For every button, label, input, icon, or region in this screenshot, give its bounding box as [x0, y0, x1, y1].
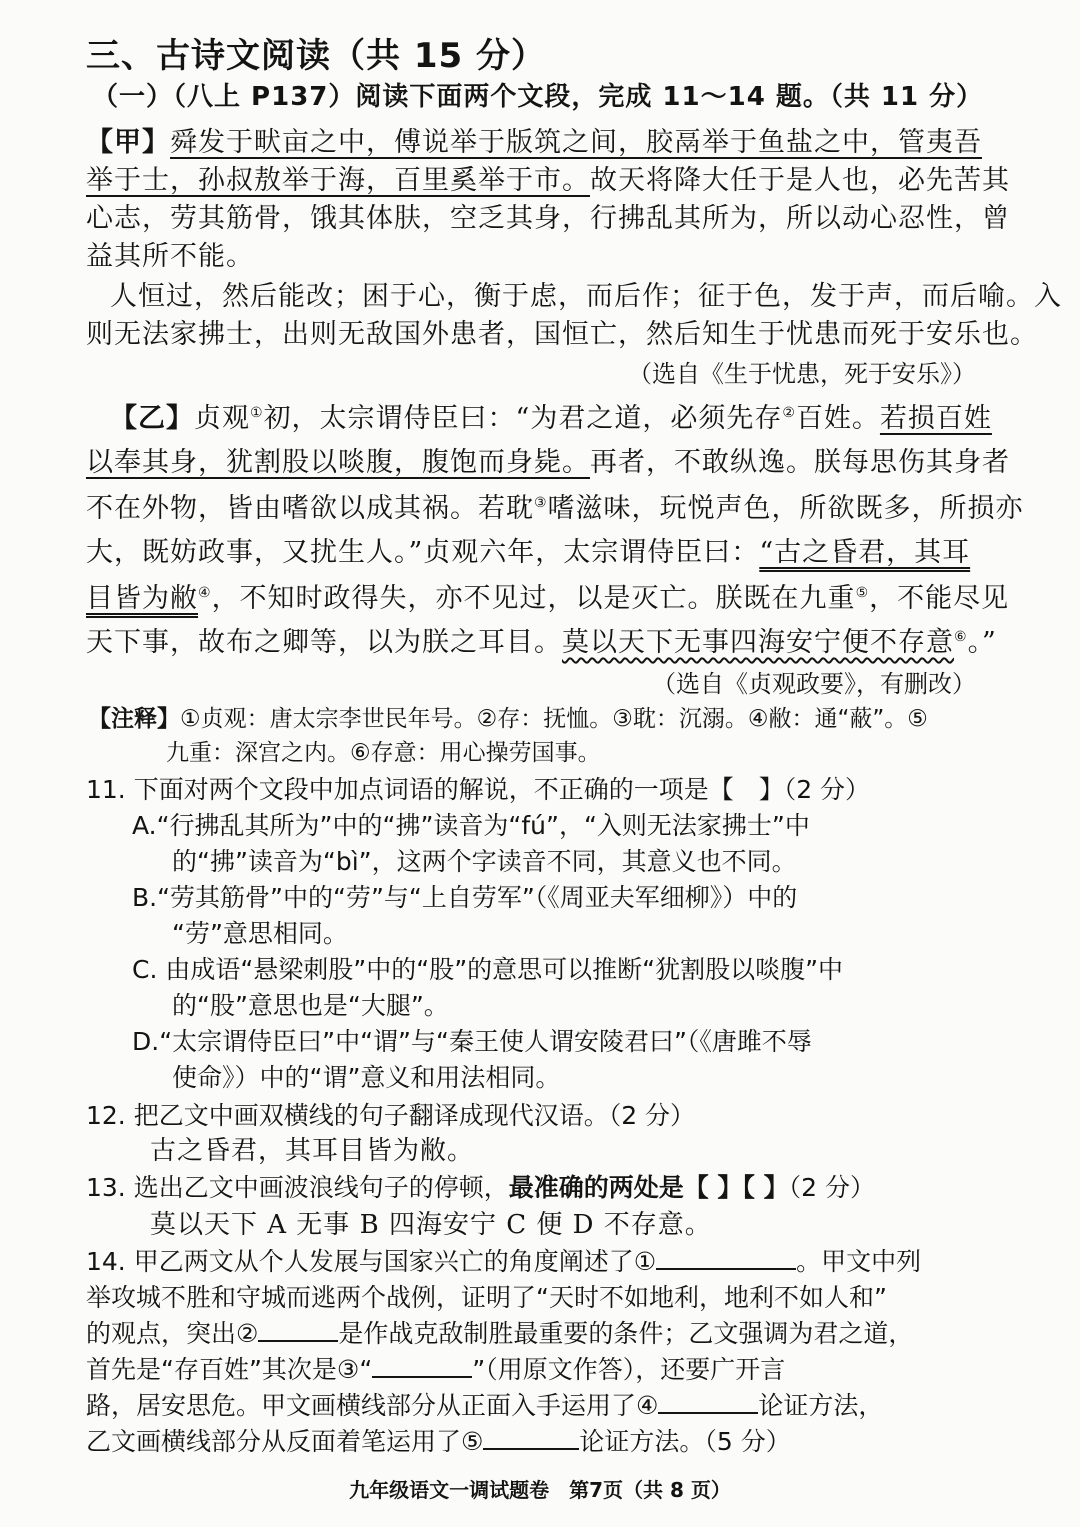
- q11-option-d-line-2: 使命》）中的“谓”意义和用法相同。: [172, 1063, 561, 1092]
- q14-line-5: 路，居安思危。甲文画横线部分从正面入手运用了④ 论证方法，: [86, 1391, 884, 1420]
- page-footer: 九年级语文一调试题卷 第7页（共 8 页）: [349, 1478, 731, 1502]
- notes-label: 【注释】: [88, 706, 180, 732]
- notes-line-2: 九重：深宫之内。⑥存意：用心操劳国事。: [166, 740, 601, 766]
- q14-line-2: 举攻城不胜和守城而逃两个战例，证明了“天时不如地利，地利不如人和”: [86, 1283, 887, 1312]
- jia-line-1: [86, 120, 982, 159]
- yi-underlined-2: 以奉其身，犹割股以啖腹，腹饱而身毙。: [86, 447, 590, 478]
- jia-line-3: 心志，劳其筋骨，饿其体肤，空乏其身，行拂乱其所为，所以动心忍性，曾: [86, 203, 1010, 234]
- q14-line-1: 14. 甲乙两文从个人发展与国家兴亡的角度阐述了① 。甲文中列: [86, 1247, 922, 1276]
- q11-option-c-line-2: 的“股”意思也是“大腿”。: [172, 991, 449, 1020]
- yi-line-1: 【乙】贞观①初，太宗谓侍臣曰：“为君之道，必须先存②百姓。若损百姓: [110, 403, 992, 434]
- q13-sentence: 莫以天下 A 无事 B 四海安宁 C 便 D 不存意。: [150, 1210, 712, 1240]
- yi-line-2: 以奉其身，犹割股以啖腹，腹饱而身毙。再者，不敢纵逸。朕每思伤其身者: [86, 447, 1010, 478]
- q11-option-c-line-1: C. 由成语“悬梁刺股”中的“股”的意思可以推断“犹割股以啖腹”中: [132, 955, 844, 984]
- q14-blank-2[interactable]: [258, 1318, 338, 1342]
- jia-underlined-2: 举于士，孙叔敖举于海，百里奚举于市。: [86, 165, 590, 196]
- q14-line-6: 乙文画横线部分从反面着笔运用了⑤ 论证方法。（5 分）: [86, 1427, 791, 1456]
- yi-underlined-1: 若损百姓: [879, 403, 992, 434]
- yi-double-underlined-1: “古之昏君，其耳: [759, 537, 971, 568]
- yi-line-4: 大，既妨政事，又扰生人。”贞观六年，太宗谓侍臣曰：“古之昏君，其耳: [86, 537, 971, 568]
- jia-label: 【甲】: [86, 127, 170, 158]
- q14-blank-4[interactable]: [658, 1390, 758, 1414]
- q11-stem: 11. 下面对两个文段中加点词语的解说，不正确的一项是【 】（2 分）: [86, 775, 871, 804]
- q11-option-a-line-1: A.“行拂乱其所为”中的“拂”读音为“fú”，“入则无法家拂士”中: [132, 811, 810, 840]
- section-title: 三、古诗文阅读（共 15 分）: [86, 36, 546, 76]
- q14-blank-5[interactable]: [483, 1426, 579, 1450]
- q12-sentence: 古之昏君，其耳目皆为敝。: [150, 1136, 475, 1166]
- sub-title: （一）（八上 P137）阅读下面两个文段，完成 11～14 题。（共 11 分）: [92, 82, 984, 112]
- q11-option-b-line-2: “劳”意思相同。: [172, 919, 348, 948]
- q11-option-a-line-2: 的“拂”读音为“bì”，这两个字读音不同，其意义也不同。: [172, 847, 797, 876]
- yi-wavy-underlined: 莫以天下无事四海安宁便不存意: [562, 627, 954, 658]
- yi-double-underlined-2: 目皆为敝: [86, 583, 198, 614]
- q13-stem: 13. 选出乙文中画波浪线句子的停顿，最准确的两处是【 】【 】（2 分）: [86, 1173, 875, 1202]
- q14-blank-1[interactable]: [656, 1246, 796, 1270]
- jia-line-4: 益其所不能。: [86, 241, 254, 272]
- jia-line-6: 则无法家拂士，出则无敌国外患者，国恒亡，然后知生于忧患而死于安乐也。: [86, 319, 1038, 350]
- yi-line-5: 目皆为敝④，不知时政得失，亦不见过，以是灭亡。朕既在九重⑤，不能尽见: [86, 583, 1010, 614]
- q14-line-4: 首先是“存百姓”其次是③“ ”（用原文作答），还要广开言: [86, 1355, 786, 1384]
- q11-option-b-line-1: B.“劳其筋骨”中的“劳”与“上自劳军”（《周亚夫军细柳》）中的: [132, 883, 798, 912]
- yi-source: （选自《贞观政要》，有删改）: [652, 670, 976, 698]
- yi-line-3: 不在外物，皆由嗜欲以成其祸。若耽③嗜滋味，玩悦声色，所欲既多，所损亦: [86, 493, 1024, 524]
- jia-underlined-1: 舜发于畎亩之中，傅说举于版筑之间，胶鬲举于鱼盐之中，管夷吾: [170, 127, 982, 158]
- jia-line-2: 举于士，孙叔敖举于海，百里奚举于市。故天将降大任于是人也，必先苦其: [86, 165, 1010, 196]
- q12-stem: 12. 把乙文中画双横线的句子翻译成现代汉语。（2 分）: [86, 1101, 696, 1130]
- q14-blank-3[interactable]: [372, 1354, 472, 1378]
- jia-source: （选自《生于忧患，死于安乐》）: [628, 360, 976, 388]
- jia-line-5: 人恒过，然后能改；困于心，衡于虑，而后作；征于色，发于声，而后喻。入: [110, 281, 1062, 312]
- q11-option-d-line-1: D.“太宗谓侍臣曰”中“谓”与“秦王使人谓安陵君曰”（《唐雎不辱: [132, 1027, 812, 1056]
- notes-line-1: 【注释】①贞观：唐太宗李世民年号。②存：抚恤。③耽：沉溺。④敝：通“蔽”。⑤: [88, 706, 928, 732]
- yi-line-6: 天下事，故布之卿等，以为朕之耳目。莫以天下无事四海安宁便不存意⑥。”: [86, 627, 997, 658]
- yi-label: 【乙】: [110, 403, 194, 434]
- q14-line-3: 的观点，突出② 是作战克敌制胜最重要的条件；乙文强调为君之道，: [86, 1319, 914, 1348]
